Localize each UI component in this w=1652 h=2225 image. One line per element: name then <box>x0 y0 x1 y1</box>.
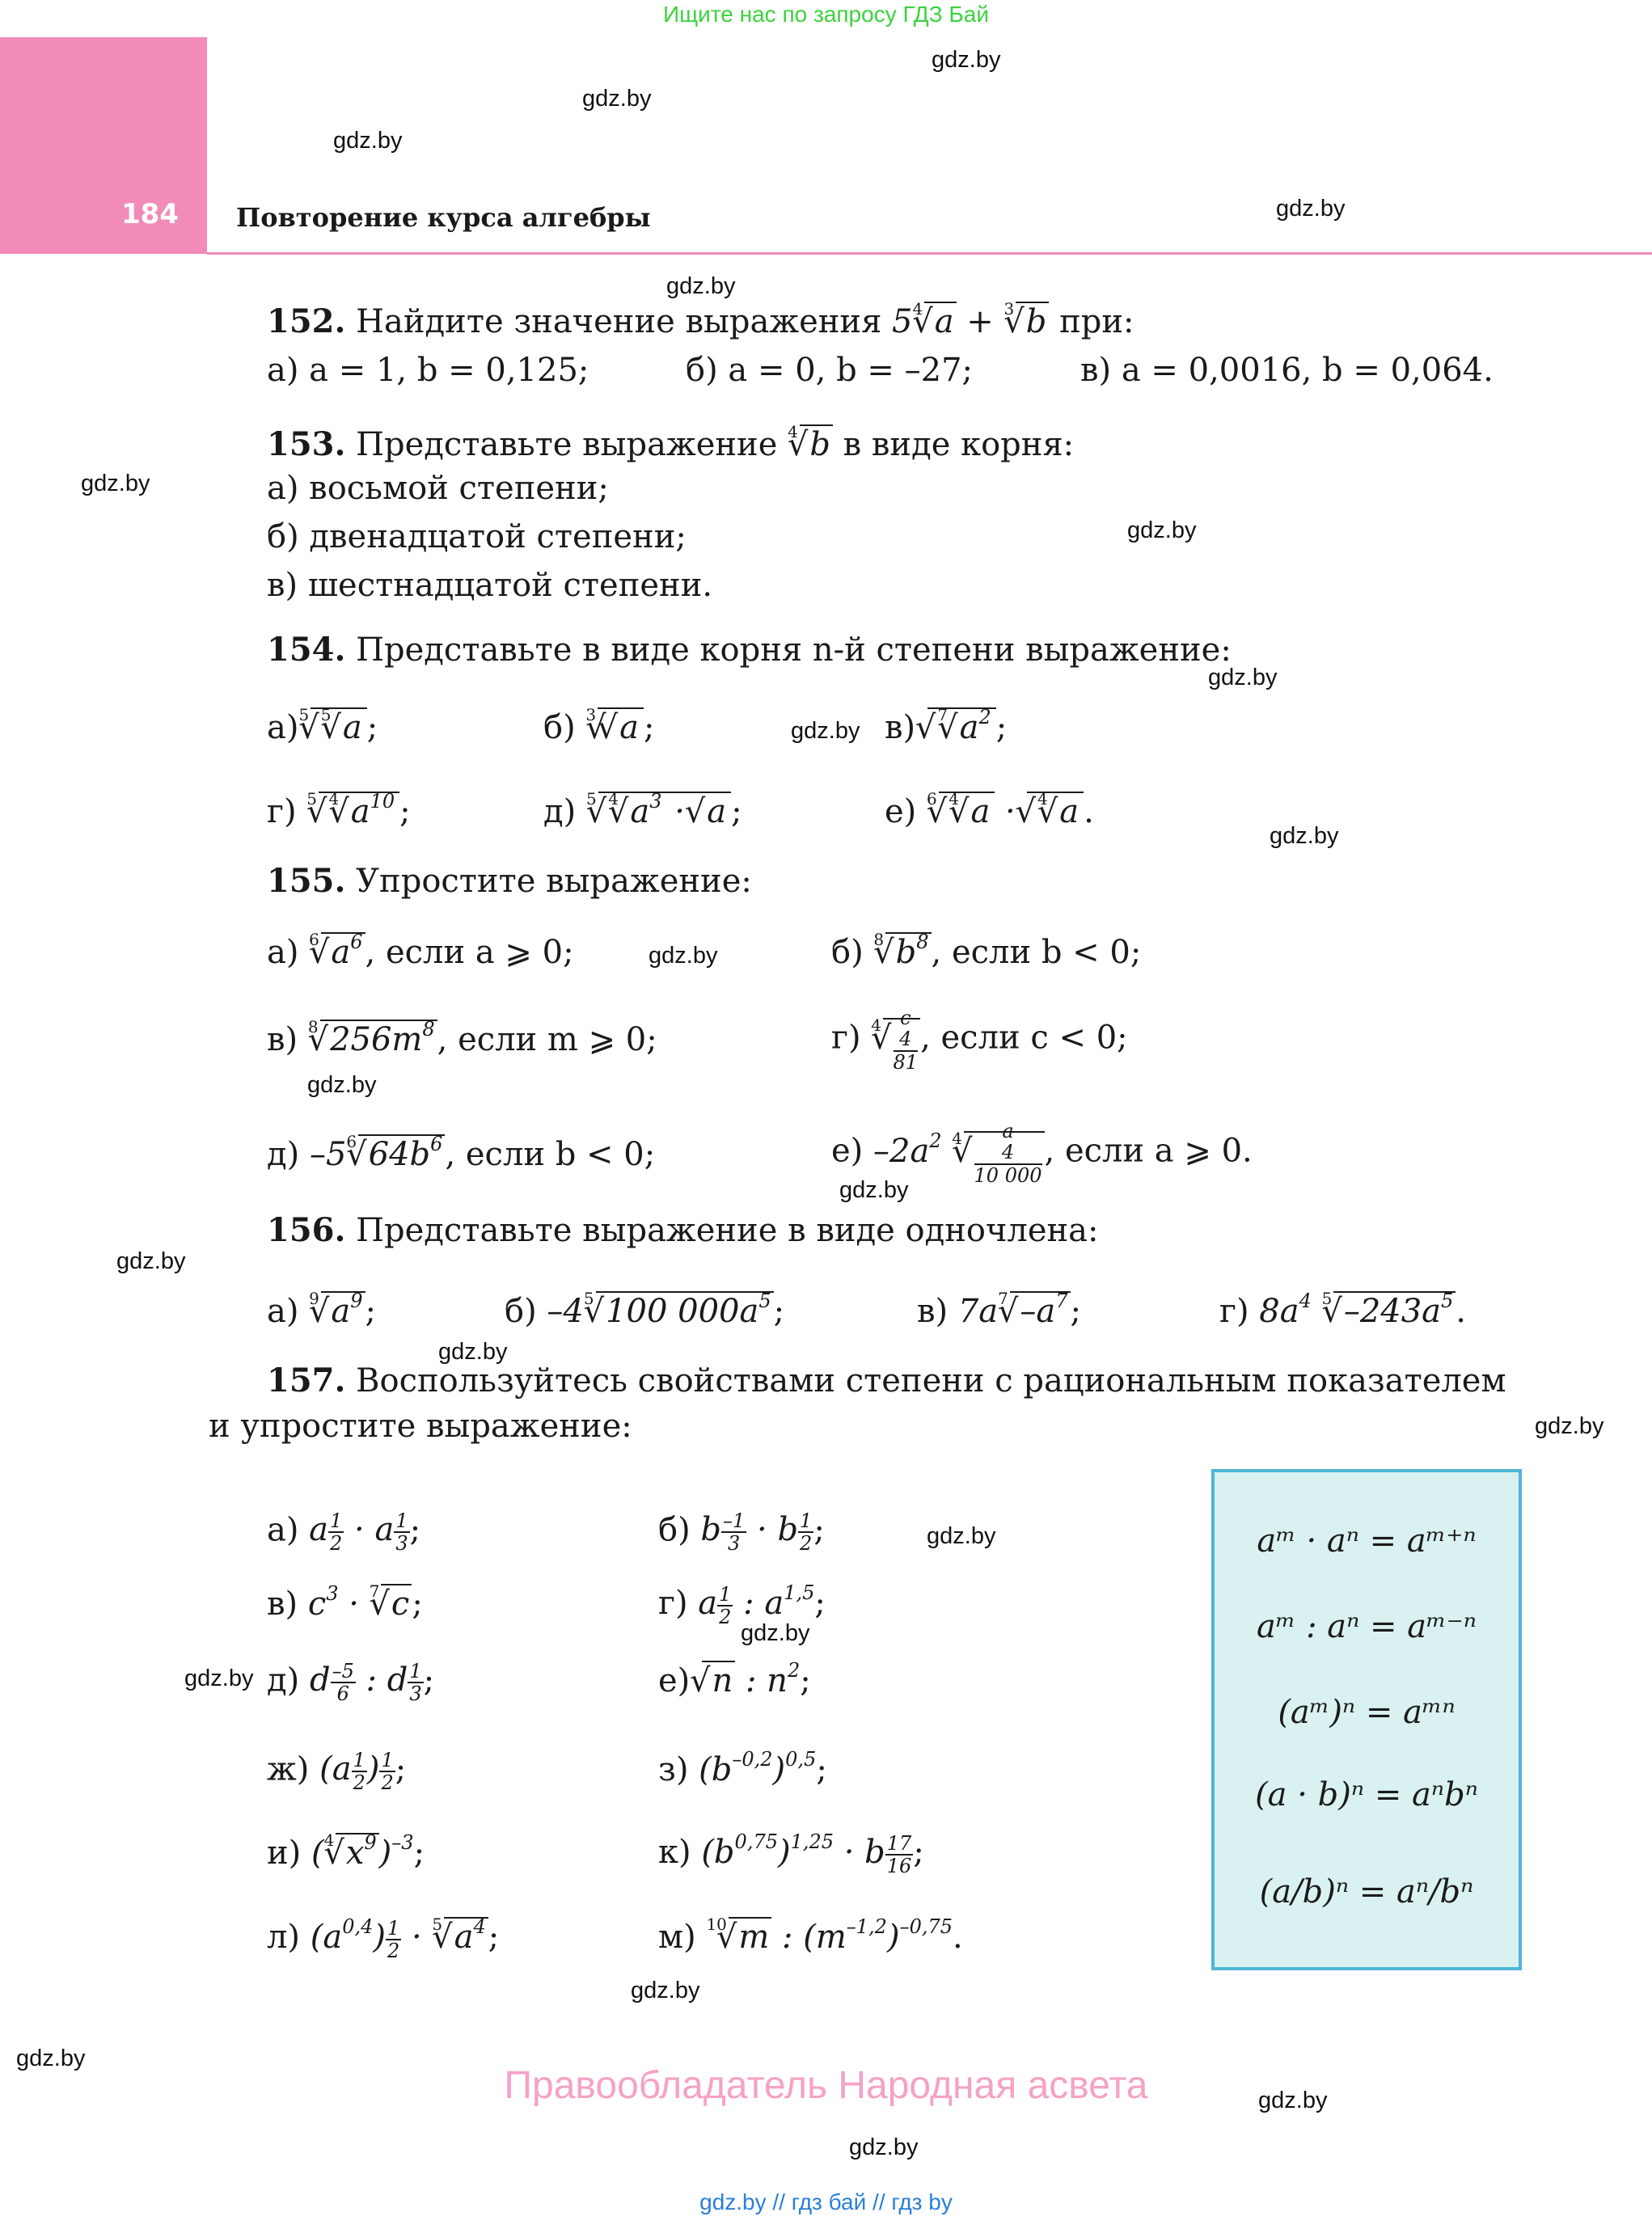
watermark: gdz.by <box>791 718 860 744</box>
page-number: 184 <box>121 198 179 230</box>
watermark: gdz.by <box>649 943 718 969</box>
watermark: gdz.by <box>1258 2088 1328 2113</box>
problem-154-statement: 154. Представьте в виде корня n-й степени выражение: <box>267 631 1232 669</box>
exponent-properties-box <box>1211 1469 1522 1970</box>
watermark: gdz.by <box>333 128 403 154</box>
formula-power-of-power: (aᵐ)ⁿ = aᵐⁿ <box>1278 1694 1456 1731</box>
formula-quotient: aᵐ : aⁿ = aᵐ⁻ⁿ <box>1257 1608 1477 1645</box>
formula-power-of-product: (a · b)ⁿ = aⁿbⁿ <box>1255 1776 1478 1813</box>
running-title: Повторение курса алгебры <box>236 202 651 233</box>
problem-157-j: к) $(b^{0,75})^{1,25} \cdot b$ $\frac{17}{16}$ ; <box>658 1830 924 1877</box>
watermark: gdz.by <box>81 471 150 496</box>
problem-157-d: г) a $\frac{1}{2}$ : $a^{1,5}$; <box>658 1581 826 1628</box>
watermark: gdz.by <box>927 1523 996 1549</box>
header-rule <box>207 252 1652 255</box>
problem-153-statement: 153. Представьте выражение $^4$√ b в виде корня: <box>267 424 1074 461</box>
problem-156-a: а) $^9$√ $a^9$; <box>267 1290 376 1328</box>
problem-154-d: г) $^5$√ $^4$√ $a^{10}$ ; <box>267 791 411 828</box>
problem-155-statement: 155. Упростите выражение: <box>267 862 752 900</box>
problem-154-c: в) √ $^7$√ $a^2$ ; <box>885 707 1007 744</box>
problem-156-b: б) $-4^5√$ 100 $000a^5$; <box>505 1290 784 1328</box>
problem-157-c: в) $c^3 \cdot ^7√$ c; <box>267 1583 423 1620</box>
watermark: gdz.by <box>582 86 652 112</box>
watermark: gdz.by <box>849 2134 919 2160</box>
watermark: gdz.by <box>1127 517 1197 543</box>
problem-157-a: а) a $\frac{1}{2}$ · a $\frac{1}{3}$ ; <box>267 1509 421 1556</box>
problem-157-e: д) d $\frac{-5}{6}$ : d $\frac{1}{3}$ ; <box>267 1660 435 1706</box>
watermark: gdz.by <box>631 1978 700 2003</box>
watermark: gdz.by <box>307 1072 377 1098</box>
problem-157-l: м) $^{10}$√ m : $(m^{-1,2})^{-0,75}$. <box>658 1916 963 1953</box>
formula-power-of-quotient: (a/b)ⁿ = aⁿ/bⁿ <box>1259 1873 1474 1910</box>
problem-152-statement: 152. Найдите значение выражения $5^4√$ a + $^3$√ b при: <box>267 301 1134 338</box>
problem-157-f: е) √ n : $n^2$; <box>658 1661 811 1697</box>
problem-155-c: в) $^8$√ $256m^8$, если m ⩾ 0; <box>267 1019 657 1056</box>
watermark: gdz.by <box>1270 823 1339 849</box>
problem-157-b: б) b $\frac{-1}{3}$ · b $\frac{1}{2}$ ; <box>658 1509 825 1556</box>
problem-154-f: е) $^6$√ $^4$√ a · √ $^4$√ a . <box>885 791 1094 828</box>
problem-154-e: д) $^5$√ $^4$√ $a^3$ · √ a ; <box>543 791 742 828</box>
problem-155-b: б) $^8$√ $b^8$, если b < 0; <box>831 931 1141 969</box>
problem-155-d: г) $^4$ √ c 4 81 , если c < 0; <box>831 1007 1128 1073</box>
problem-153-b: б) двенадцатой степени; <box>267 518 687 555</box>
formula-product: aᵐ · aⁿ = aᵐ⁺ⁿ <box>1257 1522 1477 1560</box>
problem-155-f: е) $-2a^2$ $^4$ √ a 4 10 000 , если a ⩾ 0. <box>831 1121 1253 1186</box>
problem-157-statement-line2: и упростите выражение: <box>209 1408 632 1445</box>
problem-156-statement: 156. Представьте выражение в виде одночлена: <box>267 1211 1099 1249</box>
watermark: gdz.by <box>839 1177 909 1203</box>
copyright-notice: Правообладатель Народная асвета <box>504 2064 1148 2107</box>
watermark: gdz.by <box>184 1666 254 1691</box>
watermark: gdz.by <box>438 1339 508 1365</box>
problem-155-a: а) $^6$√ $a^6$, если a ⩾ 0; <box>267 931 574 969</box>
problem-153-c: в) шестнадцатой степени. <box>267 567 713 604</box>
top-search-link[interactable]: Ищите нас по запросу ГДЗ Бай <box>662 2 990 27</box>
watermark: gdz.by <box>16 2046 86 2071</box>
watermark: gdz.by <box>1276 196 1346 222</box>
problem-153-a: а) восьмой степени; <box>267 470 609 507</box>
problem-152-a: а) a = 1, b = 0,125; <box>267 352 589 389</box>
problem-157-h: з) $(b^{-0,2})^{0,5}$; <box>658 1748 827 1788</box>
footer-links[interactable]: gdz.by // гдз бай // гдз by <box>699 2189 953 2214</box>
problem-152-b: б) a = 0, b = –27; <box>686 352 973 389</box>
watermark: gdz.by <box>1535 1413 1604 1439</box>
watermark: gdz.by <box>1208 665 1278 690</box>
watermark: gdz.by <box>116 1248 186 1274</box>
problem-154-a: а)$^5$√ $^5$√ a ; <box>267 707 378 744</box>
watermark: gdz.by <box>666 273 736 299</box>
problem-156-c: в) $7a^7√$ $-a^7$; <box>917 1290 1081 1328</box>
problem-157-k: л) $(a^{0,4})$ $\frac{1}{2}$ · $^5$√ $a^4$; <box>267 1916 499 1961</box>
problem-157-i: и) ($^4$√ $x^9)^{-3}$; <box>267 1832 425 1869</box>
watermark: gdz.by <box>741 1620 810 1646</box>
watermark: gdz.by <box>932 47 1001 73</box>
problem-157-g: ж) (a $\frac{1}{2}$ ) $\frac{1}{2}$ ; <box>267 1749 407 1795</box>
problem-154-b: б) $^3$√ √ a ; <box>543 707 654 744</box>
problem-157-statement: 157. Воспользуйтесь свойствами степени с рациональным показателем <box>267 1362 1506 1400</box>
problem-152-c: в) a = 0,0016, b = 0,064. <box>1080 352 1494 389</box>
problem-155-e: д) $-5^6√$ $64b^6$, если b < 0; <box>267 1134 655 1171</box>
problem-156-d: г) $8a^4$ $^5$√ $-243a^5$. <box>1219 1290 1466 1328</box>
